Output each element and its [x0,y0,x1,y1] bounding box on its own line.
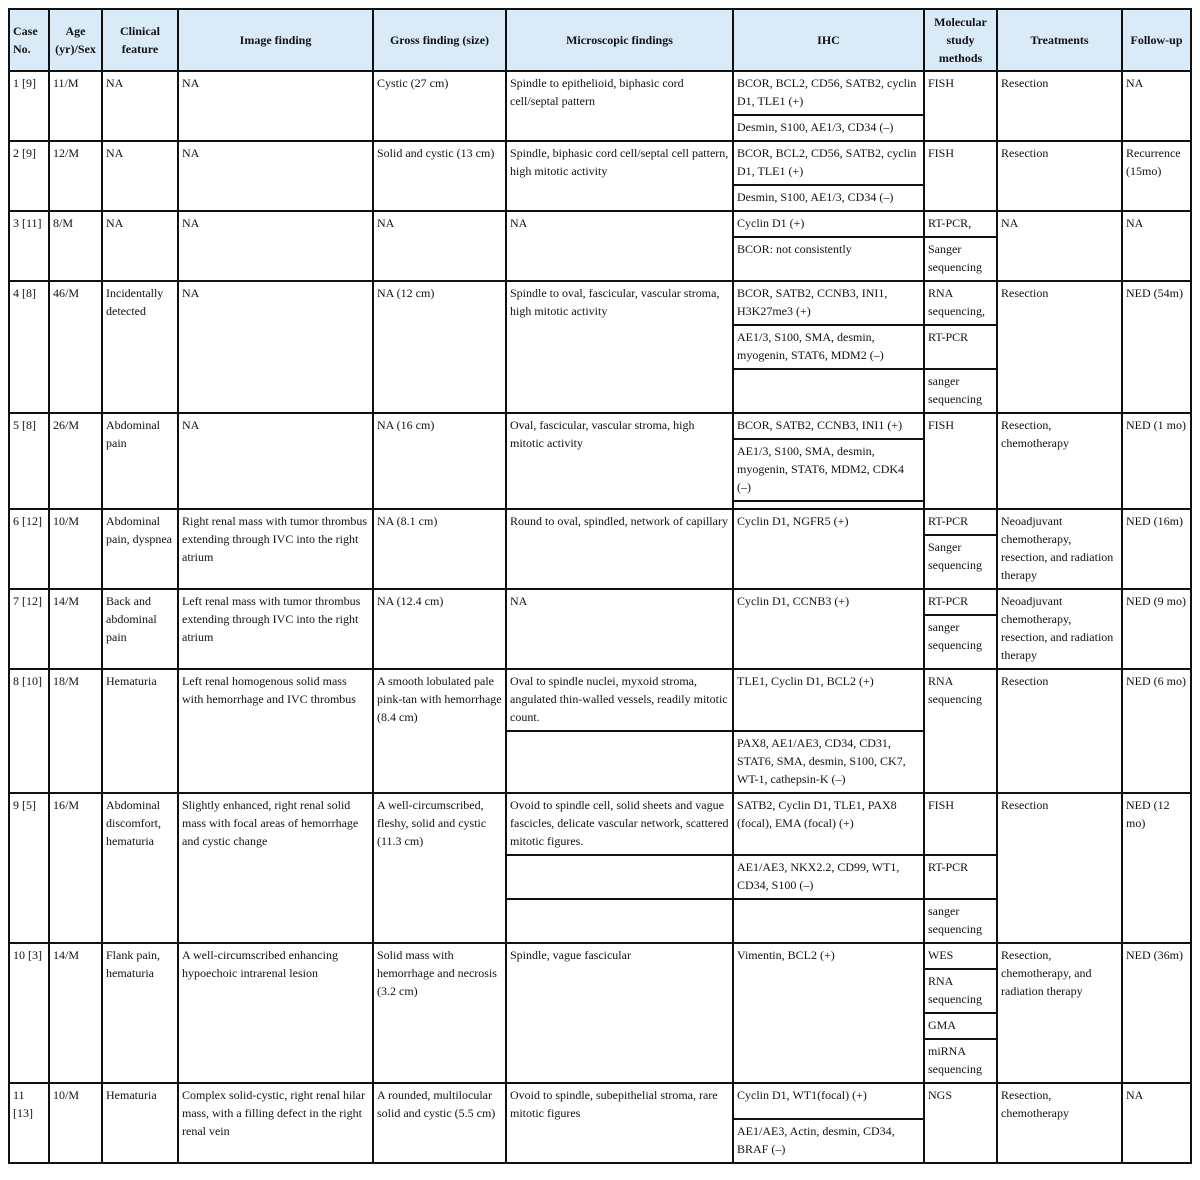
cell-molecular-method: sanger sequencing [924,369,997,413]
table-row [9,141,1191,185]
cell-case-no: 2 [9] [9,141,49,211]
cell-treatments: Resection [997,141,1122,211]
cell-molecular-method: RNA sequencing, [924,281,997,325]
cell-ihc: Cyclin D1, CCNB3 (+) [733,589,924,669]
header-case-no: Case No. [9,9,49,71]
cell-gross-finding: NA (8.1 cm) [373,509,506,589]
cell-ihc: AE1/AE3, NKX2.2, CD99, WT1, CD34, S100 (–) [733,855,924,899]
cell-ihc: Desmin, S100, AE1/3, CD34 (–) [733,185,924,211]
cell-case-no: 9 [5] [9,793,49,943]
cell-clinical-feature: Hematuria [102,1083,178,1163]
cell-microscopic-findings: Spindle, vague fascicular [506,943,733,1083]
cell-ihc: BCOR: not consistently [733,237,924,281]
cell-image-finding: Left renal homogenous solid mass with hemorrhage and IVC thrombus [178,669,373,793]
table-row [9,71,1191,115]
cell-follow-up: NA [1122,1083,1191,1163]
cell-ihc: Cyclin D1 (+) [733,211,924,237]
cell-molecular-method: FISH [924,413,997,509]
cell-molecular-method: miRNA sequencing [924,1039,997,1083]
cell-follow-up: NED (1 mo) [1122,413,1191,509]
cell-molecular-method: NGS [924,1083,997,1163]
cell-molecular-method: RT-PCR [924,325,997,369]
cell-image-finding: NA [178,413,373,509]
cell-molecular-method: RT-PCR [924,855,997,899]
header-follow-up: Follow-up [1122,9,1191,71]
cell-follow-up: NED (9 mo) [1122,589,1191,669]
header-image-finding: Image finding [178,9,373,71]
cell-molecular-method: RNA sequencing [924,969,997,1013]
cell-treatments: Resection [997,71,1122,141]
cell-clinical-feature: Incidentally detected [102,281,178,413]
table-row [9,669,1191,731]
cell-microscopic-findings: Spindle to oval, fascicular, vascular stroma, high mitotic activity [506,281,733,413]
cell-microscopic-empty [506,731,733,793]
cell-follow-up: NED (12 mo) [1122,793,1191,943]
cell-follow-up: NA [1122,71,1191,141]
cell-case-no: 1 [9] [9,71,49,141]
cell-gross-finding: NA (12.4 cm) [373,589,506,669]
cell-treatments: NA [997,211,1122,281]
cell-age-sex: 10/M [49,1083,102,1163]
cell-molecular-method: GMA [924,1013,997,1039]
cell-ihc-empty [733,501,924,509]
cell-microscopic-findings: Oval to spindle nuclei, myxoid stroma, angulated thin-walled vessels, readily mitotic count. [506,669,733,731]
cell-image-finding: NA [178,281,373,413]
cell-age-sex: 14/M [49,943,102,1083]
cell-ihc: BCOR, SATB2, CCNB3, INI1 (+) [733,413,924,439]
cell-treatments: Resection, chemotherapy [997,413,1122,509]
cell-clinical-feature: Flank pain, hematuria [102,943,178,1083]
cell-treatments: Neoadjuvant chemotherapy, resection, and radiation therapy [997,509,1122,589]
cell-image-finding: Left renal mass with tumor thrombus extending through IVC into the right atrium [178,589,373,669]
table-row [9,589,1191,615]
cell-molecular-method: FISH [924,793,997,855]
cell-clinical-feature: Hematuria [102,669,178,793]
cell-treatments: Resection [997,281,1122,413]
cell-image-finding: Complex solid-cystic, right renal hilar mass, with a filling defect in the right renal vein [178,1083,373,1163]
cell-molecular-method: RT-PCR [924,589,997,615]
cell-age-sex: 14/M [49,589,102,669]
cell-ihc: AE1/AE3, Actin, desmin, CD34, BRAF (–) [733,1119,924,1163]
cell-image-finding: Slightly enhanced, right renal solid mass with focal areas of hemorrhage and cystic change [178,793,373,943]
cell-age-sex: 11/M [49,71,102,141]
cell-follow-up: NED (36m) [1122,943,1191,1083]
cell-molecular-method: RNA sequencing [924,669,997,793]
cell-age-sex: 18/M [49,669,102,793]
cell-treatments: Resection, chemotherapy, and radiation therapy [997,943,1122,1083]
cell-image-finding: NA [178,141,373,211]
cell-gross-finding: Solid mass with hemorrhage and necrosis (3.2 cm) [373,943,506,1083]
cell-ihc: Vimentin, BCL2 (+) [733,943,924,1083]
cell-case-no: 11 [13] [9,1083,49,1163]
cell-gross-finding: A smooth lobulated pale pink-tan with hemorrhage (8.4 cm) [373,669,506,793]
cell-microscopic-findings: Spindle to epithelioid, biphasic cord cell/septal pattern [506,71,733,141]
table-row [9,413,1191,439]
cell-molecular-method: RT-PCR, [924,211,997,237]
cell-molecular-method: sanger sequencing [924,899,997,943]
cell-microscopic-findings: NA [506,211,733,281]
cell-age-sex: 12/M [49,141,102,211]
cell-case-no: 4 [8] [9,281,49,413]
cell-ihc: Cyclin D1, WT1(focal) (+) [733,1083,924,1119]
case-table [8,8,1192,1164]
header-clinical-feature: Clinical feature [102,9,178,71]
cell-clinical-feature: Abdominal pain [102,413,178,509]
cell-case-no: 10 [3] [9,943,49,1083]
cell-ihc: SATB2, Cyclin D1, TLE1, PAX8 (focal), EMA (focal) (+) [733,793,924,855]
cell-molecular-method: Sanger sequencing [924,237,997,281]
cell-clinical-feature: Abdominal pain, dyspnea [102,509,178,589]
cell-treatments: Neoadjuvant chemotherapy, resection, and radiation therapy [997,589,1122,669]
cell-clinical-feature: NA [102,211,178,281]
cell-gross-finding: Solid and cystic (13 cm) [373,141,506,211]
cell-ihc: Cyclin D1, NGFR5 (+) [733,509,924,589]
cell-clinical-feature: Back and abdominal pain [102,589,178,669]
cell-microscopic-empty [506,899,733,943]
cell-ihc-empty [733,369,924,413]
cell-microscopic-findings: Oval, fascicular, vascular stroma, high mitotic activity [506,413,733,509]
cell-microscopic-findings: Ovoid to spindle cell, solid sheets and vague fascicles, delicate vascular network, scattered mitotic figures. [506,793,733,855]
header-gross-finding: Gross finding (size) [373,9,506,71]
cell-case-no: 5 [8] [9,413,49,509]
cell-ihc: PAX8, AE1/AE3, CD34, CD31, STAT6, SMA, desmin, S100, CK7, WT-1, cathepsin-K (–) [733,731,924,793]
cell-molecular-method: FISH [924,71,997,141]
cell-ihc: AE1/3, S100, SMA, desmin, myogenin, STAT6, MDM2 (–) [733,325,924,369]
header-molecular-methods: Molecular study methods [924,9,997,71]
cell-gross-finding: Cystic (27 cm) [373,71,506,141]
header-treatments: Treatments [997,9,1122,71]
cell-ihc: BCOR, BCL2, CD56, SATB2, cyclin D1, TLE1 (+) [733,141,924,185]
cell-case-no: 7 [12] [9,589,49,669]
cell-microscopic-findings: Ovoid to spindle, subepithelial stroma, rare mitotic figures [506,1083,733,1163]
cell-image-finding: NA [178,211,373,281]
table-row [9,281,1191,325]
cell-age-sex: 16/M [49,793,102,943]
cell-gross-finding: NA (16 cm) [373,413,506,509]
cell-ihc: BCOR, BCL2, CD56, SATB2, cyclin D1, TLE1 (+) [733,71,924,115]
cell-case-no: 3 [11] [9,211,49,281]
cell-microscopic-findings: Round to oval, spindled, network of capillary [506,509,733,589]
cell-microscopic-empty [506,855,733,899]
cell-follow-up: NED (16m) [1122,509,1191,589]
cell-ihc: TLE1, Cyclin D1, BCL2 (+) [733,669,924,731]
cell-age-sex: 8/M [49,211,102,281]
cell-molecular-method: RT-PCR [924,509,997,535]
cell-clinical-feature: NA [102,141,178,211]
cell-gross-finding: NA (12 cm) [373,281,506,413]
cell-case-no: 6 [12] [9,509,49,589]
cell-gross-finding: A rounded, multilocular solid and cystic (5.5 cm) [373,1083,506,1163]
cell-ihc: Desmin, S100, AE1/3, CD34 (–) [733,115,924,141]
cell-follow-up: NED (54m) [1122,281,1191,413]
cell-image-finding: NA [178,71,373,141]
cell-age-sex: 46/M [49,281,102,413]
cell-ihc: AE1/3, S100, SMA, desmin, myogenin, STAT6, MDM2, CDK4 (–) [733,439,924,501]
cell-molecular-method: FISH [924,141,997,211]
cell-clinical-feature: Abdominal discomfort, hematuria [102,793,178,943]
cell-follow-up: NA [1122,211,1191,281]
table-row [9,509,1191,535]
header-row [9,9,1191,71]
cell-follow-up: NED (6 mo) [1122,669,1191,793]
cell-treatments: Resection [997,793,1122,943]
cell-molecular-method: sanger sequencing [924,615,997,669]
cell-image-finding: A well-circumscribed enhancing hypoechoic intrarenal lesion [178,943,373,1083]
header-age-sex: Age (yr)/Sex [49,9,102,71]
header-microscopic-findings: Microscopic findings [506,9,733,71]
cell-molecular-method: WES [924,943,997,969]
table-row [9,1083,1191,1119]
cell-follow-up: Recurrence (15mo) [1122,141,1191,211]
header-ihc: IHC [733,9,924,71]
table-row [9,211,1191,237]
cell-ihc-empty [733,899,924,943]
cell-ihc: BCOR, SATB2, CCNB3, INI1, H3K27me3 (+) [733,281,924,325]
cell-microscopic-findings: Spindle, biphasic cord cell/septal cell pattern, high mitotic activity [506,141,733,211]
cell-treatments: Resection [997,669,1122,793]
cell-image-finding: Right renal mass with tumor thrombus extending through IVC into the right atrium [178,509,373,589]
cell-gross-finding: NA [373,211,506,281]
cell-case-no: 8 [10] [9,669,49,793]
table-row [9,943,1191,969]
cell-gross-finding: A well-circumscribed, fleshy, solid and cystic (11.3 cm) [373,793,506,943]
cell-molecular-method: Sanger sequencing [924,535,997,589]
cell-age-sex: 10/M [49,509,102,589]
cell-clinical-feature: NA [102,71,178,141]
table-row [9,793,1191,855]
cell-treatments: Resection, chemotherapy [997,1083,1122,1163]
cell-microscopic-findings: NA [506,589,733,669]
cell-age-sex: 26/M [49,413,102,509]
